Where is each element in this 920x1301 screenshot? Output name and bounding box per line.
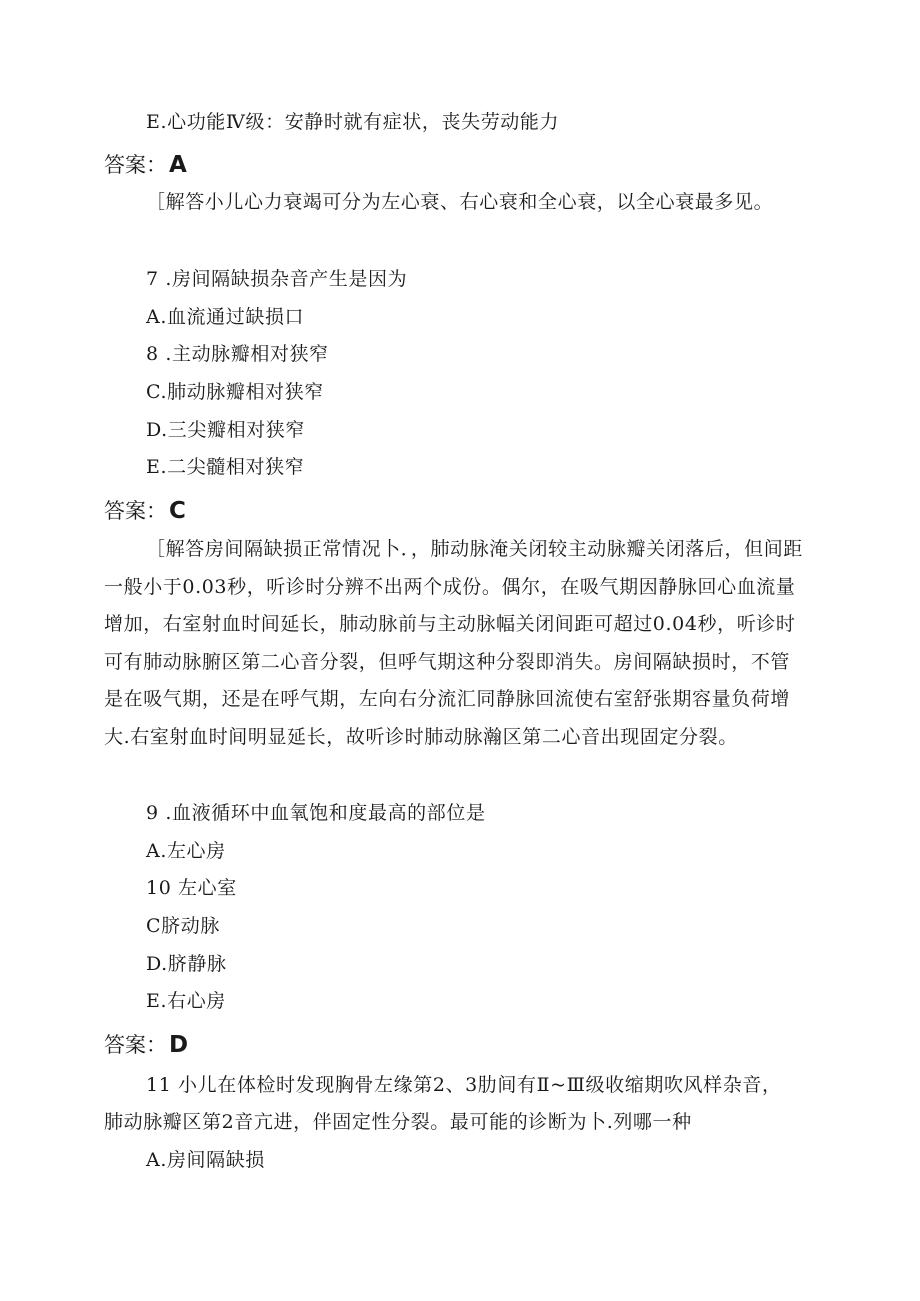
question-11-line-2: 肺动脉瓣区第2音亢进，伴固定性分裂。最可能的诊断为卜.列哪一种	[104, 1111, 692, 1133]
question-9-option-a: A.左心房	[146, 840, 226, 862]
answer-label: 答案：	[104, 153, 167, 177]
question-11-line-1: 11 小儿在体检时发现胸骨左缘第2、3肋间有Ⅱ~Ⅲ级收缩期吹风样杂音，	[146, 1074, 782, 1096]
question-7-option-c: C.肺动脉瓣相对狭窄	[146, 381, 324, 403]
question-9-option-d: D.脐静脉	[146, 953, 227, 975]
answer-label: 答案：	[104, 499, 167, 523]
question-9: 9 .血液循环中血氧饱和度最高的部位是	[146, 802, 486, 824]
question-7-option-d: D.三尖瓣相对狭窄	[146, 419, 305, 441]
answer-label: 答案：	[104, 1033, 167, 1057]
question-9-option-b: 10 左心室	[146, 877, 237, 899]
answer-line	[104, 1032, 188, 1058]
answer-letter: A	[169, 152, 187, 178]
answer-line	[104, 498, 186, 524]
question-11-option-a: A.房间隔缺损	[146, 1149, 265, 1171]
answer-letter: C	[169, 498, 186, 524]
explanation-paragraph: ［解答小儿心力衰竭可分为左心衰、右心衰和全心衰，以全心衰最多见。	[146, 191, 774, 213]
question-9-option-e: E.右心房	[146, 990, 226, 1012]
answer-letter: D	[169, 1032, 189, 1058]
option-e-heart-function: E.心功能Ⅳ级：安静时就有症状，丧失劳动能力	[146, 111, 560, 133]
question-9-option-c: C脐动脉	[146, 915, 220, 937]
question-7-option-e: E.二尖髓相对狭窄	[146, 456, 305, 478]
explanation-paragraph: ［解答房间隔缺损正常情况卜．，肺动脉淹关闭较主动脉瓣关闭落后，但间距一般小于0.03秒，听诊时分辨不出两个成份。偶尔，在吸气期因静脉回心血流量增加，右室射血时间延长，肺动脉前与主动脉幅关闭间距可超过0.04秒，听诊时可有肺动脉腑区第二心音分裂，但呼气期这种分裂即消失。房间隔缺损时，不管是在吸气期，还是在呼气期，左向右分流汇同静脉回流使右室舒张期容量负荷增大.右室射血时间明显延长，故听诊时肺动脉瀚区第二心音出现固定分裂。	[104, 538, 803, 748]
question-7-option-a: A.血流通过缺损口	[146, 306, 305, 328]
question-7: 7 .房间隔缺损杂音产生是因为	[146, 268, 408, 290]
question-7-option-b: 8 .主动脉瓣相对狭窄	[146, 343, 329, 365]
answer-line	[104, 152, 187, 178]
